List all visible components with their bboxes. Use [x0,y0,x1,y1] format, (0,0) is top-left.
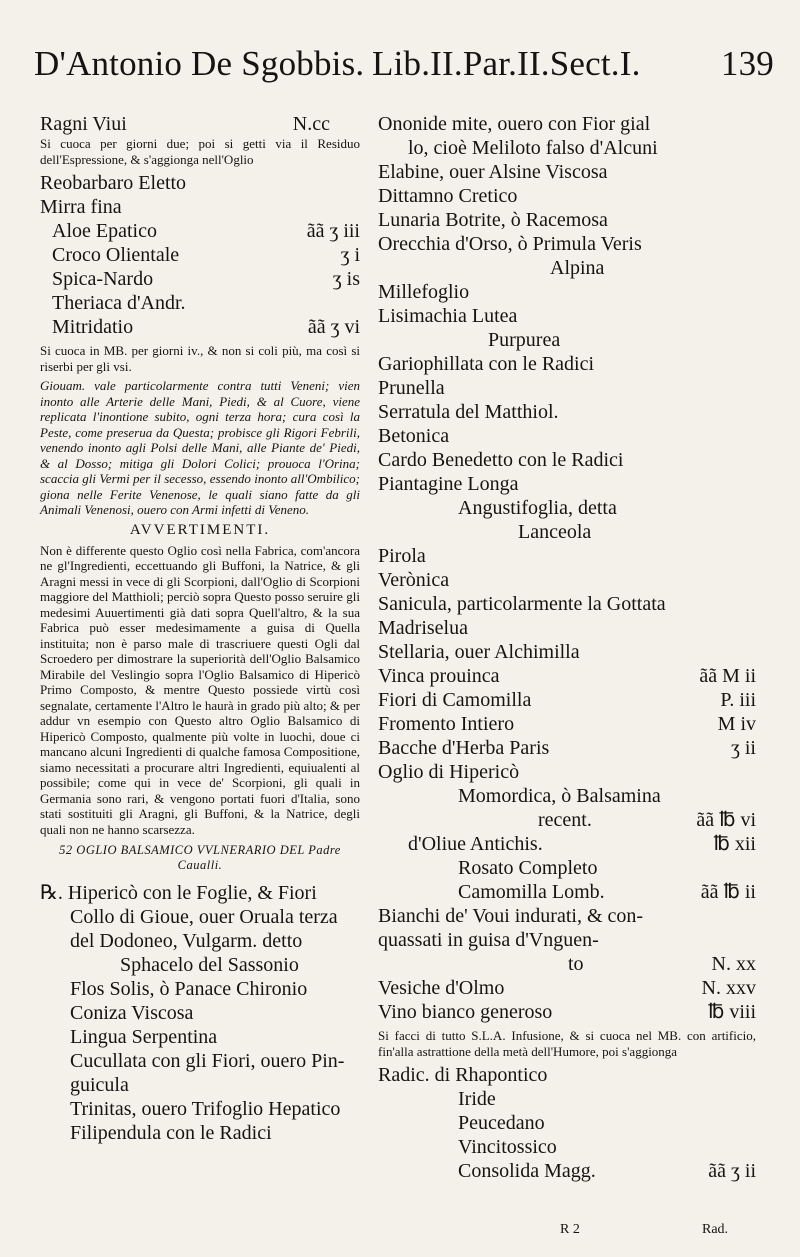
ingredient-name: Mitridatio [52,316,134,338]
recipe-line: ℞. Hipericò con le Foglie, & Fiori [40,882,317,904]
ingredient-row [378,736,756,760]
header-author: D'Antonio De Sgobbis. [34,44,365,83]
ingredient-row [378,424,756,448]
ingredient-qty: N.cc [292,113,330,135]
ingredient-row [378,952,756,976]
ingredient-qty: ãã M ii [699,665,756,687]
ingredient-row [378,400,756,424]
ingredient-row [378,856,756,880]
ingredient-row [378,664,756,688]
ingredient-row [40,195,360,219]
section-heading: AVVERTIMENTI. [129,521,271,538]
ingredient-row [378,328,756,352]
ingredient-name: Ragni Viui [40,113,127,135]
ingredient-name: to [568,953,584,975]
ingredient-row [378,304,756,328]
ingredient-row [40,267,360,291]
ingredient-name: Serratula del Matthiol. [378,401,559,423]
ingredient-name: Mirra fina [40,196,122,218]
ingredient-name: Lunaria Botrite, ò Racemosa [378,209,608,231]
ingredient-name: Vino bianco generoso [378,1001,553,1023]
recipe-list [40,881,360,1145]
ingredient-row [378,448,756,472]
ingredient-name: recent. [538,809,592,831]
ingredient-name: Sanicula, particolarmente la Gottata [378,593,666,615]
ingredient-qty: ãã ℔ vi [696,809,756,831]
ingredient-name: Peucedano [458,1112,545,1134]
ingredient-name: Vinca prouinca [378,665,500,687]
ingredient-row [378,496,756,520]
ingredient-row [378,160,756,184]
ingredient-row [378,136,756,160]
ingredient-row [378,208,756,232]
ingredient-row [378,592,756,616]
ingredient-name: Oglio di Hipericò [378,761,520,783]
ingredient-name: Gariophillata con le Radici [378,353,595,375]
ingredient-row [40,171,360,195]
ingredient-qty: M iv [717,713,756,735]
ingredient-name: Camomilla Lomb. [458,881,605,903]
page-number: 139 [720,44,774,83]
ingredient-list [40,171,360,339]
ingredient-name: Bacche d'Herba Paris [378,737,550,759]
ingredient-name: Fiori di Camomilla [378,689,532,711]
ingredient-qty: ãã ʒ vi [307,316,360,338]
ingredient-list [378,1063,756,1183]
ingredient-qty: ʒ i [340,244,360,266]
ingredient-qty: ʒ ii [731,737,756,759]
ingredient-name: Momordica, ò Balsamina [458,785,661,807]
ingredient-row [378,688,756,712]
ingredient-name: Alpina [550,257,605,279]
ingredient-row [378,928,756,952]
ingredient-qty: N. xx [711,953,756,975]
ingredient-name: Vesiche d'Olmo [378,977,505,999]
ingredient-row [378,760,756,784]
ingredient-name: Betonica [378,425,450,447]
ingredient-list [378,112,756,1024]
notes-paragraph: Non è differente questo Oglio così nella Fabrica, com'ancora ne gl'Ingredienti, eccettuando gli Buffoni, la Natrice, & gli Aragni messi in vece di gli Scorpioni, dall'Oglio di Scorpioni maggiore del Matthioli; perciò sopra Questo posso seruire gli medesimi Auuertimenti già dati sopra Quell'altro, & la sua Fabrica può esser medesimamente a guisa di Quella instituita; non è parso male di trascriuere questi Ogli dal Scroedero per dimostrare la superiorità dell'Oglio Balsamico Mirabile del Veslingio sopra l'Oglio Balsamico di Hipericò Primo Composto, & mentre Questo possiede virtù così segnalate, certamente l'Altro le haurà in grado più alto; & per addur vn esempio con Questo altro Oglio Balsamico di Hipericò Composto, qualmente più volte in luochi, doue ci mancano alcuni Ingredienti di qualche famosa Compositione, siamo necessitati a procurare altri Ingredienti, equiualenti al possibile; come qui in vece de' Scorpioni, gli quali in Germania sono rari, & vengono portati fuori d'Italia, sono stati sostituiti gli Aragni, gli Buffoni, & la Natrice, degli quali non ne hanno scarsezza. [40,542,360,837]
ingredient-row [40,291,360,315]
ingredient-row [378,544,756,568]
instruction-note: Si cuoca in MB. per giorni iv., & non si coli più, ma così si riserbi per gli vsi. [40,343,360,374]
ingredient-name: Angustifoglia, detta [458,497,617,519]
ingredient-row [378,1000,756,1024]
ingredient-row [40,219,360,243]
ingredient-name: Stellaria, ouer Alchimilla [378,641,580,663]
ingredient-row [378,256,756,280]
ingredient-row [378,376,756,400]
ingredient-name: Lanceola [518,521,592,543]
recipe-line: Filipendula con le Radici [70,1122,272,1144]
ingredient-name: Iride [458,1088,496,1110]
recipe-line: Trinitas, ouero Trifoglio Hepatico [70,1098,341,1120]
ingredient-name: quassati in guisa d'Vnguen- [378,929,599,951]
signature-mark: R 2 [560,1222,580,1237]
recipe-line: Coniza Viscosa [70,1002,194,1024]
ingredient-name: Bianchi de' Voui indurati, & con- [378,905,644,927]
recipe-line: Sphacelo del Sassonio [120,954,299,976]
ingredient-qty: ãã ʒ iii [306,220,360,242]
ingredient-name: Reobarbaro Eletto [40,172,187,194]
top-ingredient [40,112,360,136]
ingredient-row [378,1135,756,1159]
ingredient-name: lo, cioè Meliloto falso d'Alcuni [408,137,658,159]
ingredient-name: Ononide mite, ouero con Fior gial [378,113,651,135]
ingredient-name: Aloe Epatico [52,220,157,242]
left-column [40,112,360,1145]
ingredient-name: Cardo Benedetto con le Radici [378,449,624,471]
ingredient-name: Millefoglio [378,281,470,303]
ingredient-row [378,784,756,808]
ingredient-name: Theriaca d'Andr. [52,292,186,314]
virtues-paragraph: Giouam. vale particolarmente contra tutti Veneni; vien inonto alle Arterie delle Mani, Piedi, & al Cuore, viene replicata l'inontione subito, ogni terza hora; cura così la Peste, come preserua da Questa; probisce gli Rigori Febrili, venendo inonto agli Polsi delle Mani, alle Piante de' Piedi, & al Dosso; mitiga gli Dolori Colici; prouoca l'Orina; scaccia gli Vermi per il secesso, essendo inonto all'Ombilico; giona nelle Ferite Venenose, le quali siano fatte da gli Animali Venenosi, ouero con Armi infetti di Veneno. [40,378,360,517]
ingredient-row [378,712,756,736]
ingredient-row [378,616,756,640]
ingredient-name: Rosato Completo [458,857,598,879]
ingredient-row [378,808,756,832]
ingredient-row [378,112,756,136]
recipe-line: del Dodoneo, Vulgarm. detto [70,930,303,952]
ingredient-name: Lisimachia Lutea [378,305,518,327]
ingredient-row [378,520,756,544]
ingredient-name: Vincitossico [458,1136,557,1158]
ingredient-qty: ãã ʒ ii [708,1160,756,1182]
ingredient-name: Croco Olientale [52,244,180,266]
ingredient-qty: ʒ is [332,268,360,290]
ingredient-qty: ãã ℔ ii [700,881,756,903]
ingredient-row [378,1159,756,1183]
ingredient-name: Purpurea [488,329,561,351]
ingredient-name: Verònica [378,569,450,591]
ingredient-row [40,315,360,339]
instruction-note: Si cuoca per giorni due; poi si getti via il Residuo dell'Espressione, & s'aggionga nell'Oglio [40,136,360,167]
ingredient-name: Dittamno Cretico [378,185,518,207]
recipe-line: Lingua Serpentina [70,1026,218,1048]
ingredient-name: Piantagine Longa [378,473,519,495]
ingredient-row [378,232,756,256]
ingredient-row [378,184,756,208]
ingredient-row [378,568,756,592]
ingredient-name: Spica-Nardo [52,268,154,290]
ingredient-row [378,904,756,928]
ingredient-row [378,1087,756,1111]
ingredient-row [378,472,756,496]
ingredient-row [378,976,756,1000]
recipe-line: Collo di Gioue, ouer Oruala terza [70,906,338,928]
ingredient-qty: ℔ xii [713,833,756,855]
ingredient-name: Radic. di Rhapontico [378,1064,548,1086]
recipe-line: Flos Solis, ò Panace Chironio [70,978,308,1000]
ingredient-name: Elabine, ouer Alsine Viscosa [378,161,608,183]
ingredient-name: Prunella [378,377,445,399]
recipe-line: Cucullata con gli Fiori, ouero Pin- [70,1050,345,1072]
ingredient-row [378,352,756,376]
ingredient-name: Fromento Intiero [378,713,515,735]
ingredient-name: Orecchia d'Orso, ò Primula Veris [378,233,642,255]
recipe-line: guicula [70,1074,129,1096]
right-column [378,112,756,1183]
ingredient-row [378,832,756,856]
ingredient-name: d'Oliue Antichis. [408,833,543,855]
ingredient-name: Pirola [378,545,426,567]
catchword: Rad. [702,1222,729,1237]
ingredient-row [378,640,756,664]
header-section: Lib.II.Par.II.Sect.I. [372,44,641,83]
instruction-note: Si facci di tutto S.L.A. Infusione, & si cuoca nel MB. con artificio, fin'alla astrattione della metà dell'Humore, poi s'aggionga [378,1028,756,1059]
ingredient-name: Madriselua [378,617,468,639]
ingredient-qty: ℔ viii [707,1001,756,1023]
recipe-title: 52 OGLIO BALSAMICO VVLNERARIO DEL Padre Caualli. [59,843,341,872]
ingredient-name: Consolida Magg. [458,1160,596,1182]
ingredient-row [378,1111,756,1135]
ingredient-qty: N. xxv [701,977,756,999]
ingredient-qty: P. iii [720,689,756,711]
ingredient-row [378,280,756,304]
ingredient-row [378,880,756,904]
ingredient-row [40,243,360,267]
ingredient-row [378,1063,756,1087]
